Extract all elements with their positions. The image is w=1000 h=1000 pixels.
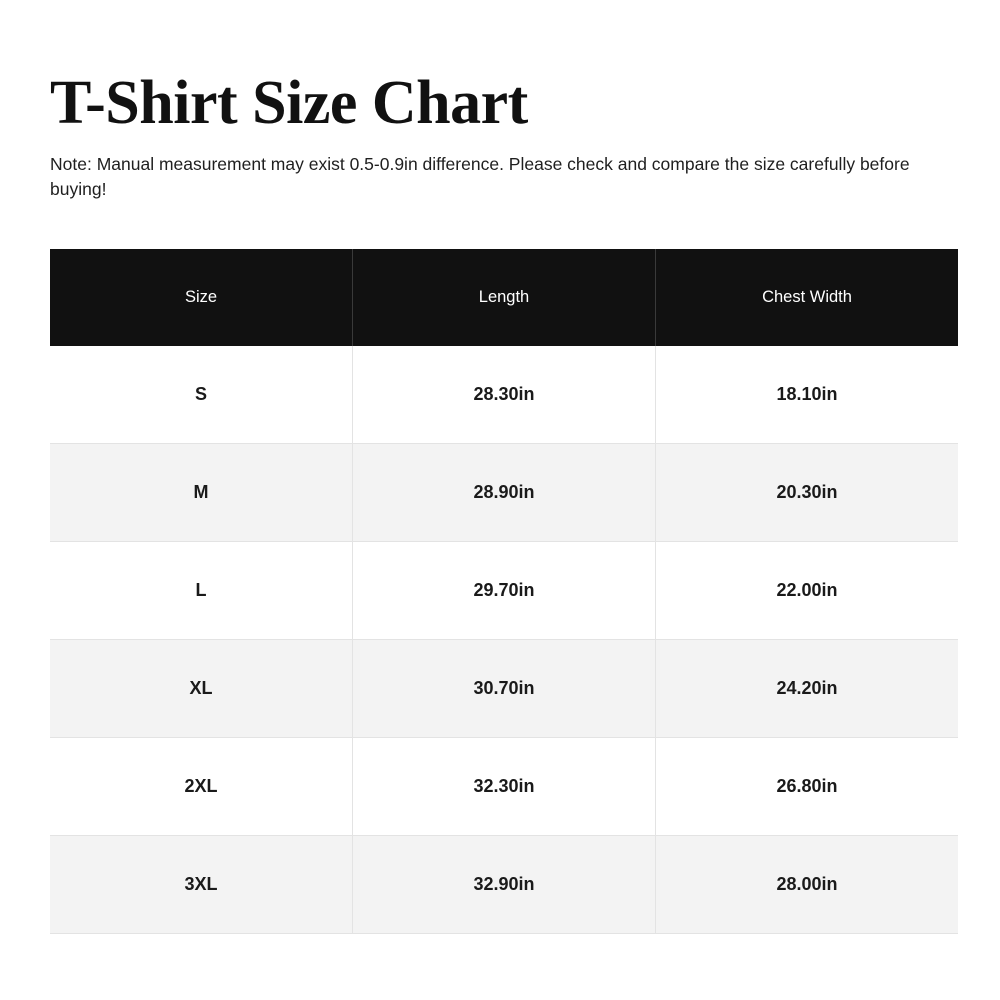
table-row [50,443,958,541]
cell-length: 32.90in [353,835,656,933]
table-row [50,835,958,933]
cell-chest: 20.30in [656,443,959,541]
table-row [50,346,958,444]
cell-chest: 22.00in [656,541,959,639]
cell-size: M [50,443,353,541]
cell-chest: 26.80in [656,737,959,835]
cell-length: 29.70in [353,541,656,639]
cell-chest: 28.00in [656,835,959,933]
page-title: T-Shirt Size Chart [50,69,528,137]
cell-chest: 18.10in [656,346,959,444]
table-header [50,249,958,346]
size-chart-table-wrapper [50,249,950,934]
table-body [50,346,958,934]
cell-size: S [50,346,353,444]
cell-length: 28.30in [353,346,656,444]
column-header-chest-width: Chest Width [656,249,959,346]
table-row [50,737,958,835]
column-header-length: Length [353,249,656,346]
cell-size: L [50,541,353,639]
table-header-row [50,249,958,346]
measurement-note: Note: Manual measurement may exist 0.5-0.9in difference. Please check and compare the size carefully before buying! [50,154,910,200]
cell-length: 32.30in [353,737,656,835]
column-header-size: Size [50,249,353,346]
cell-length: 30.70in [353,639,656,737]
cell-size: 3XL [50,835,353,933]
table-row [50,541,958,639]
cell-chest: 24.20in [656,639,959,737]
cell-size: XL [50,639,353,737]
cell-length: 28.90in [353,443,656,541]
table-row [50,639,958,737]
cell-size: 2XL [50,737,353,835]
size-chart-table [50,249,958,934]
